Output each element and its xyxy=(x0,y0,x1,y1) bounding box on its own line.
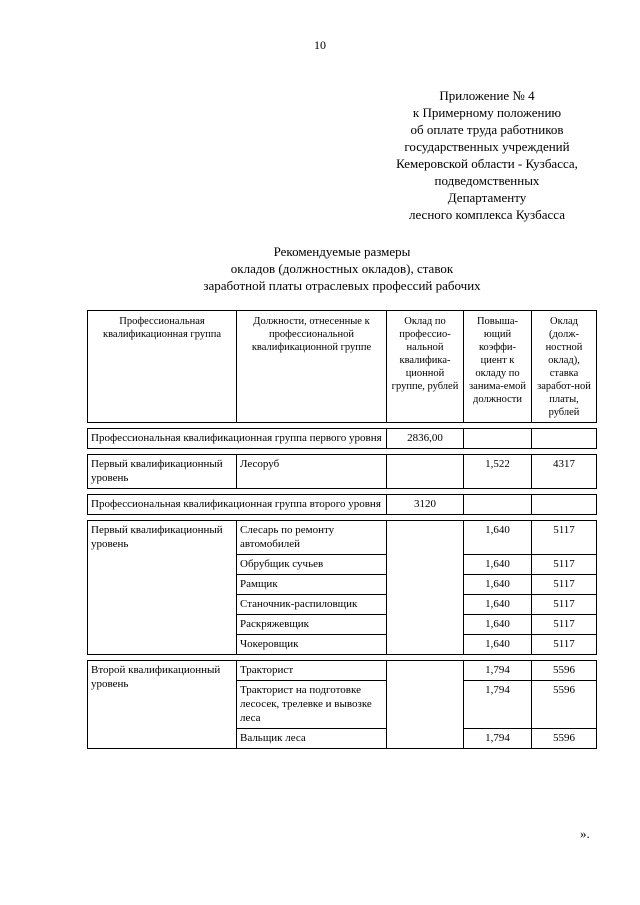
title-line: окладов (должностных окладов), ставок xyxy=(230,261,454,276)
salary: 5117 xyxy=(532,575,597,595)
salary-table xyxy=(87,310,597,749)
group-row xyxy=(88,429,597,449)
coefficient: 1,640 xyxy=(464,575,532,595)
table-header-row xyxy=(88,311,597,423)
coefficient: 1,640 xyxy=(464,521,532,555)
salary: 5117 xyxy=(532,595,597,615)
header-cell: Должности, отнесенные к профессиональной квалификационной группе xyxy=(237,311,387,423)
appendix-line: об оплате труда работников xyxy=(410,122,564,137)
position-title: Тракторист xyxy=(237,661,387,681)
title-line: Рекомендуемые размеры xyxy=(273,244,411,259)
appendix-line: государственных учреждений xyxy=(404,139,570,154)
document-title xyxy=(0,243,640,294)
title-line: заработной платы отраслевых профессий рабочих xyxy=(203,278,481,293)
appendix-line: к Примерному положению xyxy=(412,105,562,120)
header-cell: Оклад по профессио-нальной квалифика-ционной группе, рублей xyxy=(387,311,464,423)
table-row xyxy=(88,455,597,489)
salary: 5117 xyxy=(532,615,597,635)
empty-cell xyxy=(387,455,464,489)
salary: 5596 xyxy=(532,729,597,749)
group-base-salary: 2836,00 xyxy=(387,429,464,449)
position-title: Станочник-распиловщик xyxy=(237,595,387,615)
position-title: Рамщик xyxy=(237,575,387,595)
coefficient: 1,794 xyxy=(464,729,532,749)
coefficient: 1,794 xyxy=(464,681,532,729)
appendix-line: Департаменту xyxy=(447,190,527,205)
appendix-line: Кемеровской области - Кузбасса, xyxy=(396,156,578,171)
closing-quote: ». xyxy=(580,826,590,841)
empty-cell xyxy=(532,495,597,515)
header-cell: Профессиональная квалификационная группа xyxy=(88,311,237,423)
header-cell: Оклад (долж-ностной оклад), ставка заработ-ной платы, рублей xyxy=(532,311,597,423)
appendix-line: подведомственных xyxy=(434,173,540,188)
appendix-line: Приложение № 4 xyxy=(439,88,535,103)
header-cell: Повыша-ющий коэффи-циент к окладу по занима-емой должности xyxy=(464,311,532,423)
salary: 5117 xyxy=(532,635,597,655)
empty-cell xyxy=(532,429,597,449)
position-title: Раскряжевщик xyxy=(237,615,387,635)
group-row xyxy=(88,495,597,515)
table-row xyxy=(88,521,597,555)
position-title: Тракторист на подготовке лесосек, трелевке и вывозке леса xyxy=(237,681,387,729)
level-name: Первый квалификационный уровень xyxy=(88,521,237,655)
position-title: Слесарь по ремонту автомобилей xyxy=(237,521,387,555)
table-row xyxy=(88,661,597,681)
coefficient: 1,640 xyxy=(464,555,532,575)
appendix-line: лесного комплекса Кузбасса xyxy=(408,207,566,222)
coefficient: 1,640 xyxy=(464,615,532,635)
empty-cell xyxy=(464,495,532,515)
salary: 5117 xyxy=(532,521,597,555)
page-number: 10 xyxy=(314,38,326,52)
group-base-salary: 3120 xyxy=(387,495,464,515)
salary: 5596 xyxy=(532,681,597,729)
salary: 4317 xyxy=(532,455,597,489)
position-title: Лесоруб xyxy=(237,455,387,489)
position-title: Чокеровщик xyxy=(237,635,387,655)
position-title: Вальщик леса xyxy=(237,729,387,749)
empty-cell xyxy=(387,521,464,655)
position-title: Обрубщик сучьев xyxy=(237,555,387,575)
salary: 5596 xyxy=(532,661,597,681)
group-name: Профессиональная квалификационная группа первого уровня xyxy=(88,429,387,449)
empty-cell xyxy=(464,429,532,449)
coefficient: 1,794 xyxy=(464,661,532,681)
empty-cell xyxy=(387,661,464,749)
coefficient: 1,640 xyxy=(464,635,532,655)
group-name: Профессиональная квалификационная группа второго уровня xyxy=(88,495,387,515)
coefficient: 1,522 xyxy=(464,455,532,489)
coefficient: 1,640 xyxy=(464,595,532,615)
salary: 5117 xyxy=(532,555,597,575)
appendix-header xyxy=(372,87,602,223)
level-name: Первый квалификационный уровень xyxy=(88,455,237,489)
level-name: Второй квалификационный уровень xyxy=(88,661,237,749)
